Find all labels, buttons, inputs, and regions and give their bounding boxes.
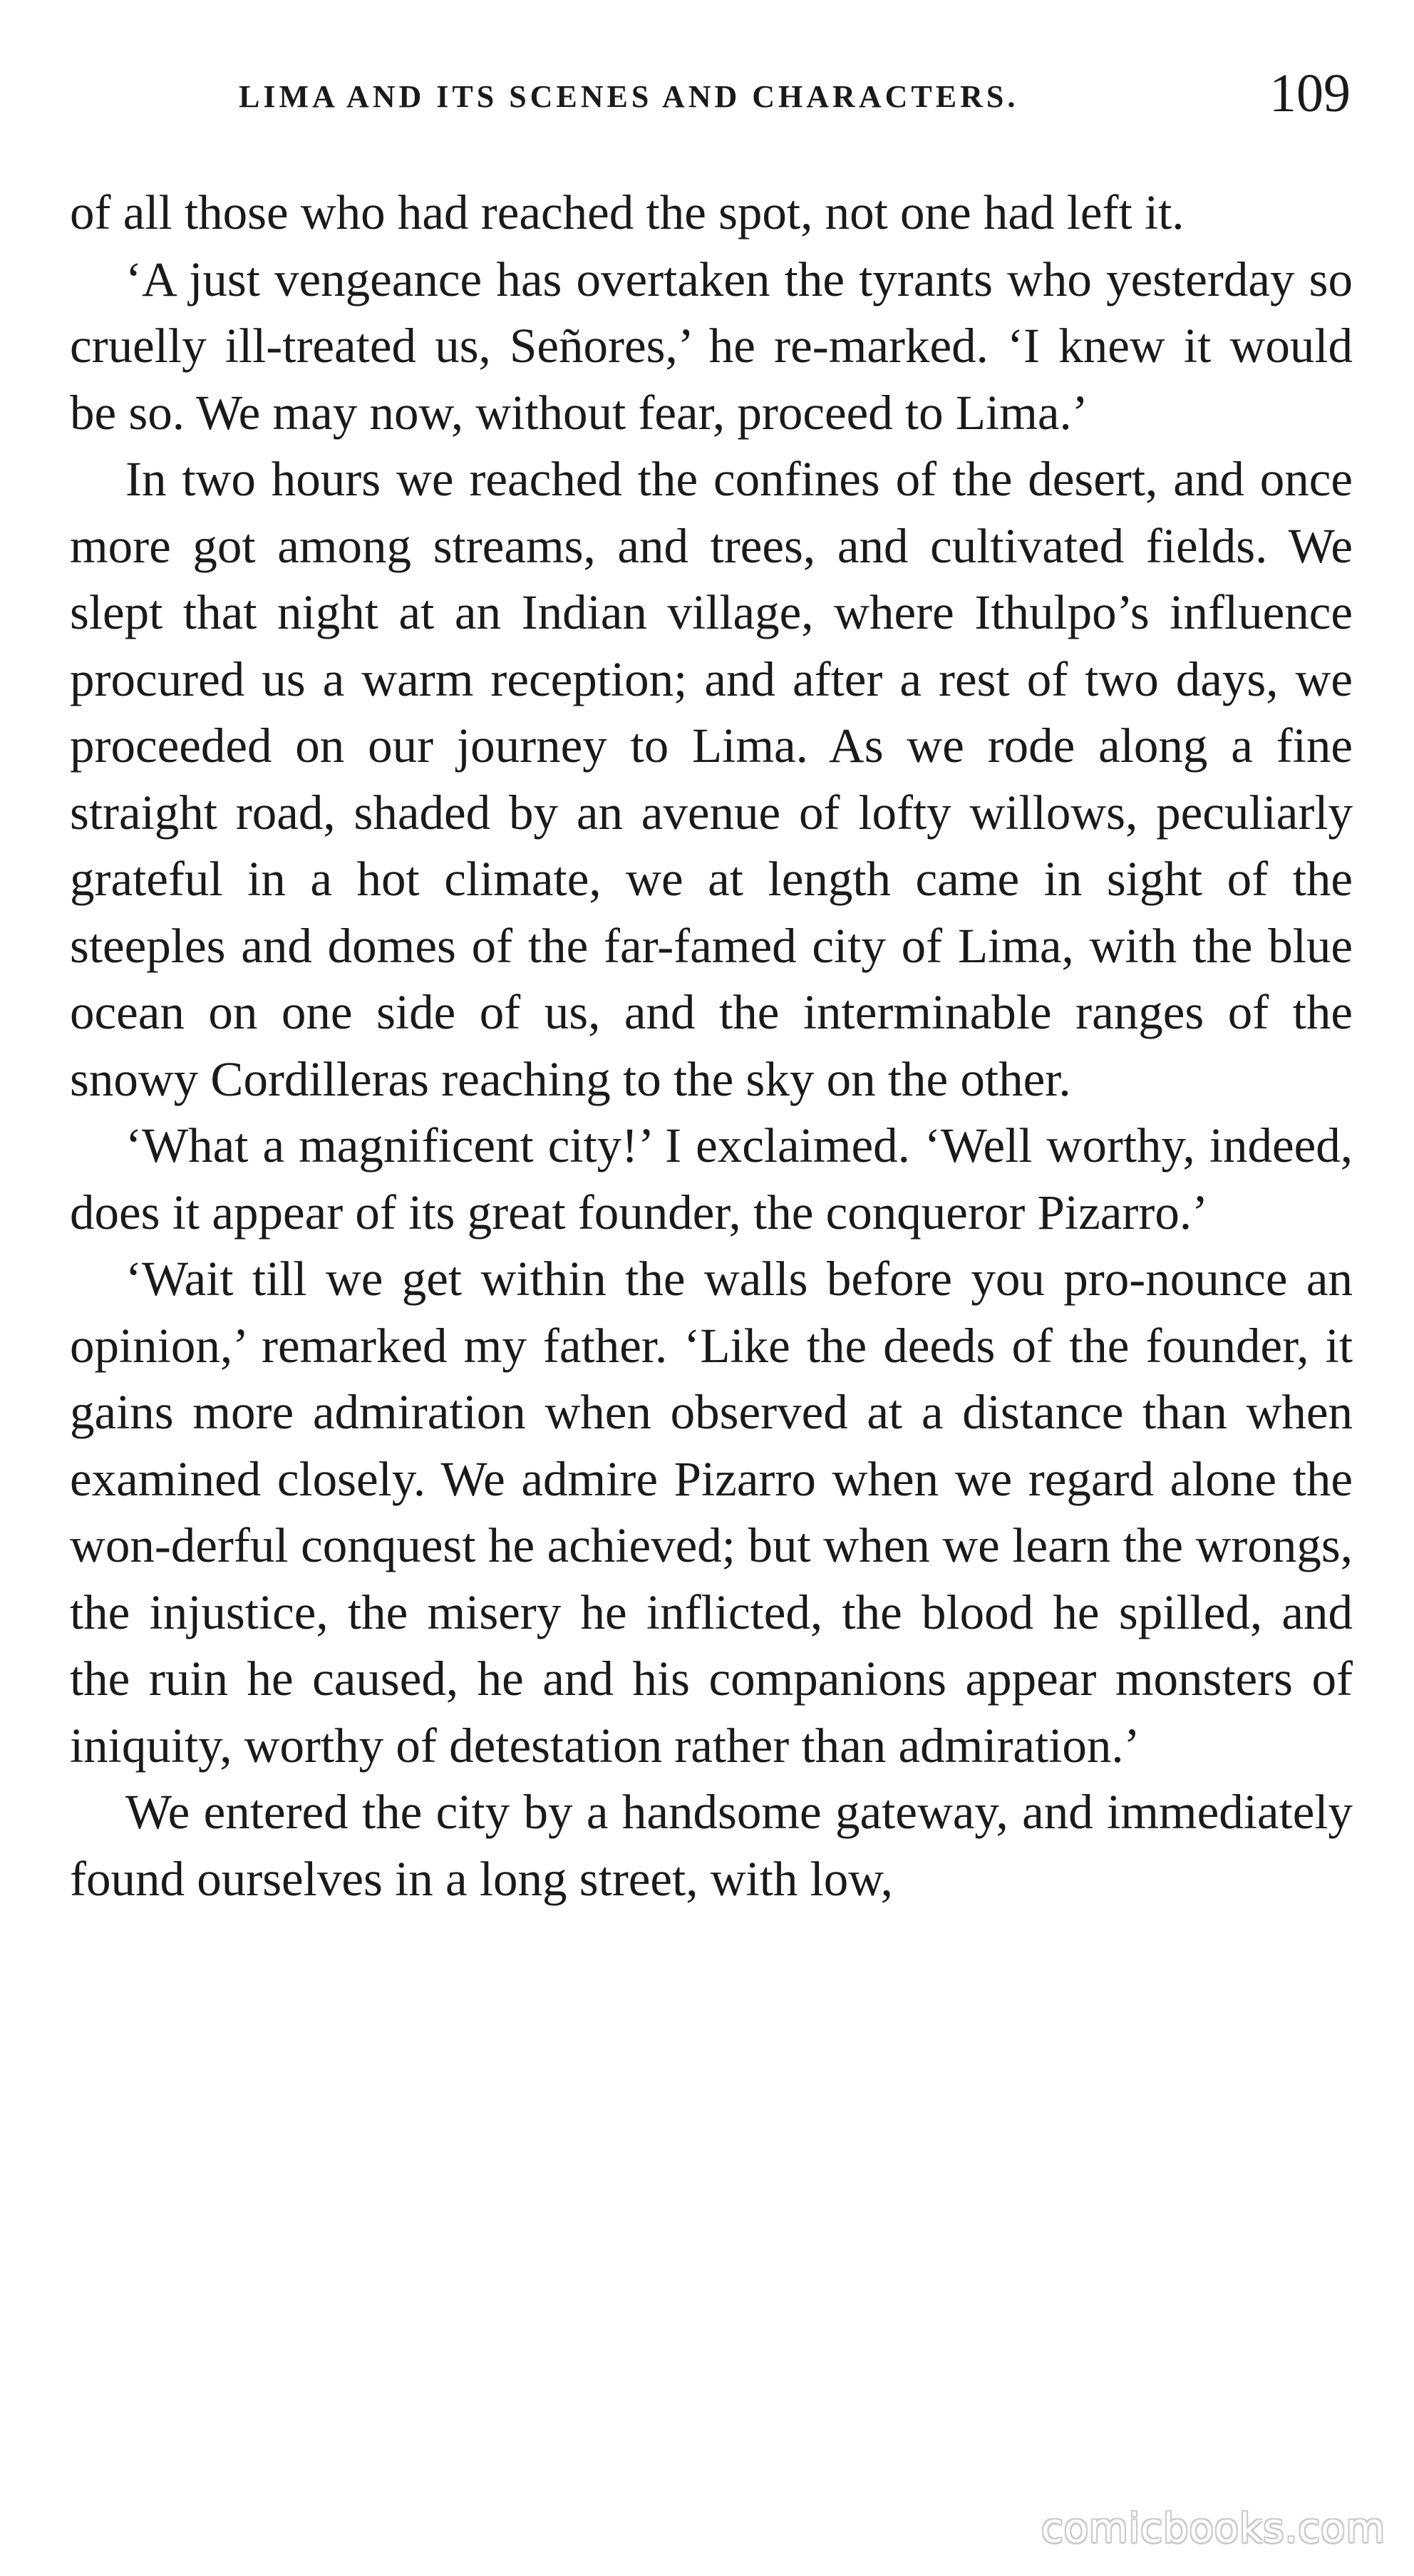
- running-head: [239, 63, 1358, 123]
- page-number: 109: [1269, 63, 1351, 123]
- paragraph: ‘Wait till we get within the walls before you pro-nounce an opinion,’ remarked my father. ‘Like the deeds of the founder, it gains more admiration when observed at a distance than when examined closely. We admire Pizarro when we regard alone the won-derful conquest he achieved; but when we learn the wrongs, the injustice, the misery he inflicted, the blood he spilled, and the ruin he caused, he and his companions appear monsters of iniquity, worthy of detestation rather than admiration.’: [70, 1252, 1353, 1773]
- paragraph: ‘A just vengeance has overtaken the tyrants who yesterday so cruelly ill-treated us, Señores,’ he re-marked. ‘I knew it would be so. We may now, without fear, proceed to Lima.’: [70, 252, 1353, 440]
- paragraph: In two hours we reached the confines of the desert, and once more got among streams, and trees, and cultivated fields. We slept that night at an Indian village, where Ithulpo’s influence procured us a warm reception; and after a rest of two days, we proceeded on our journey to Lima. As we rode along a fine straight road, shaded by an avenue of lofty willows, peculiarly grateful in a hot climate, we at length came in sight of the steeples and domes of the far-famed city of Lima, with the blue ocean on one side of us, and the interminable ranges of the snowy Cordilleras reaching to the sky on the other.: [70, 452, 1353, 1106]
- body-text: [70, 180, 1353, 1912]
- running-title: LIMA AND ITS SCENES AND CHARACTERS.: [239, 79, 1019, 114]
- paragraph: We entered the city by a handsome gateway, and immediately found ourselves in a long street, with low,: [70, 1785, 1353, 1906]
- watermark: comicbooks.com: [1041, 2505, 1385, 2552]
- paragraph-continuation: of all those who had reached the spot, not one had left it.: [70, 185, 1185, 239]
- paragraph: ‘What a magnificent city!’ I exclaimed. ‘Well worthy, indeed, does it appear of its great founder, the conqueror Pizarro.’: [70, 1118, 1353, 1240]
